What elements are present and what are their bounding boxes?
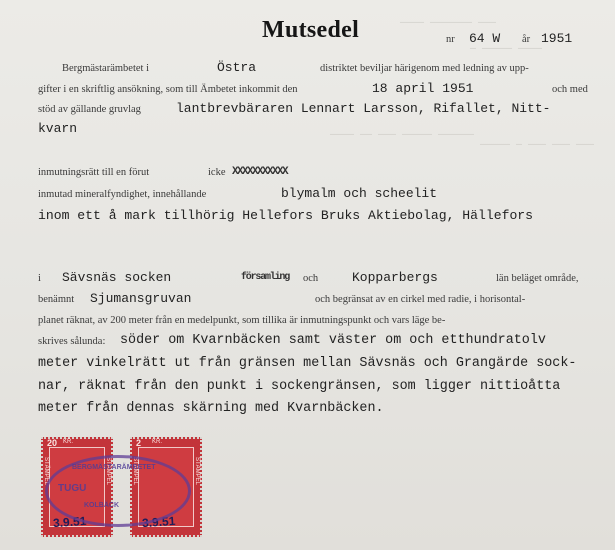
paragraph2-line1: inmutningsrätt till en förut xyxy=(38,167,150,178)
year-value: 1951 xyxy=(541,31,573,46)
mineral-value: blymalm och scheelit xyxy=(281,186,438,201)
bleed-through-text: ———— —— ——— ————— —————— xyxy=(330,130,475,141)
date-received: 18 april 1951 xyxy=(372,81,474,96)
description-line: meter från dennas skärning med Kvarnbäcken. xyxy=(38,401,384,416)
stamp-side-text: STÄMPEL xyxy=(43,457,49,486)
stamp-side-text: STÄMPEL xyxy=(105,457,111,486)
paragraph2-line2: inmutad mineralfyndighet, innehållande xyxy=(38,189,207,200)
authority-label: Bergmästarämbetet i xyxy=(62,63,149,74)
stamp-cancel-date: 3.9.51 xyxy=(141,513,176,531)
struck-out-word: XXXXXXXXXXX xyxy=(232,166,288,178)
paragraph3-line4-label: skrives sålunda: xyxy=(38,336,106,347)
paragraph1-line3: stöd av gällande gruvlag xyxy=(38,104,141,115)
bleed-through-text: — ————— ———— xyxy=(470,44,543,55)
cancellation-stamp-oval xyxy=(45,455,191,527)
bleed-through-text: ————— — ——— ——— ——— xyxy=(480,140,595,151)
cancellation-middle-text: TUGU xyxy=(58,483,87,494)
year-label: år xyxy=(522,34,531,45)
stamp-unit: KR. xyxy=(152,439,163,445)
bleed-through-text: ———— ——————— ——— xyxy=(400,18,497,29)
och-word: och xyxy=(303,273,319,284)
paragraph1-line2: gifter i en skriftlig ansökning, som till Ämbetet inkommit den xyxy=(38,84,298,95)
district-value: Östra xyxy=(217,60,257,75)
cancellation-top-text: BERGMÄSTARÄMBETET xyxy=(72,464,156,471)
stamp-value: 2 xyxy=(136,438,142,448)
description-line: meter vinkelrätt ut från gränsen mellan Sävsnäs och Grangärde sock- xyxy=(38,356,577,371)
named-rest: och begränsat av en cirkel med radie, i horisontal- xyxy=(315,294,526,305)
description-line: nar, räknat från den punkt i sockengränsen, som ligger nittioåtta xyxy=(38,379,561,394)
paragraph1-line2-end: och med xyxy=(552,84,588,95)
struck-out-forsamling: församling xyxy=(241,272,290,283)
paragraph3-line4-typed: söder om Kvarnbäcken samt väster om och etthundratolv xyxy=(120,333,546,348)
mine-name: Sjumansgruvan xyxy=(90,291,192,306)
nr-label: nr xyxy=(446,34,455,45)
stamp-value: 20 xyxy=(47,438,58,448)
stamp-cancel-date: 3.9.51 xyxy=(52,513,87,531)
parish-value: Sävsnäs socken xyxy=(62,270,172,285)
county-value: Kopparbergs xyxy=(352,270,438,285)
named-label: benämnt xyxy=(38,294,75,305)
document-title: Mutsedel xyxy=(262,17,360,43)
nr-value: 64 W xyxy=(469,31,501,46)
stamp-unit: KR. xyxy=(63,439,74,445)
county-suffix: län beläget område, xyxy=(496,273,579,284)
paragraph3-line3: planet räknat, av 200 meter från en medelpunkt, som tillika är inmutningspunkt och vars läge be- xyxy=(38,315,446,326)
paragraph1-line1-rest: distriktet beviljar härigenom med ledning av upp- xyxy=(320,63,529,74)
not-word: icke xyxy=(208,167,226,178)
stamp-side-text: STÄMPEL xyxy=(132,457,138,486)
applicant-line2: kvarn xyxy=(38,121,78,136)
cancellation-bottom-text: KOLBÄCK xyxy=(84,502,119,509)
stamp-side-text: STÄMPEL xyxy=(194,457,200,486)
paragraph2-line3: inom ett å mark tillhörig Hellefors Bruks Aktiebolag, Hällefors xyxy=(38,208,534,223)
prefix-i: i xyxy=(38,273,41,284)
applicant-line1: lantbrevbäraren Lennart Larsson, Rifallet, Nitt- xyxy=(176,101,551,116)
